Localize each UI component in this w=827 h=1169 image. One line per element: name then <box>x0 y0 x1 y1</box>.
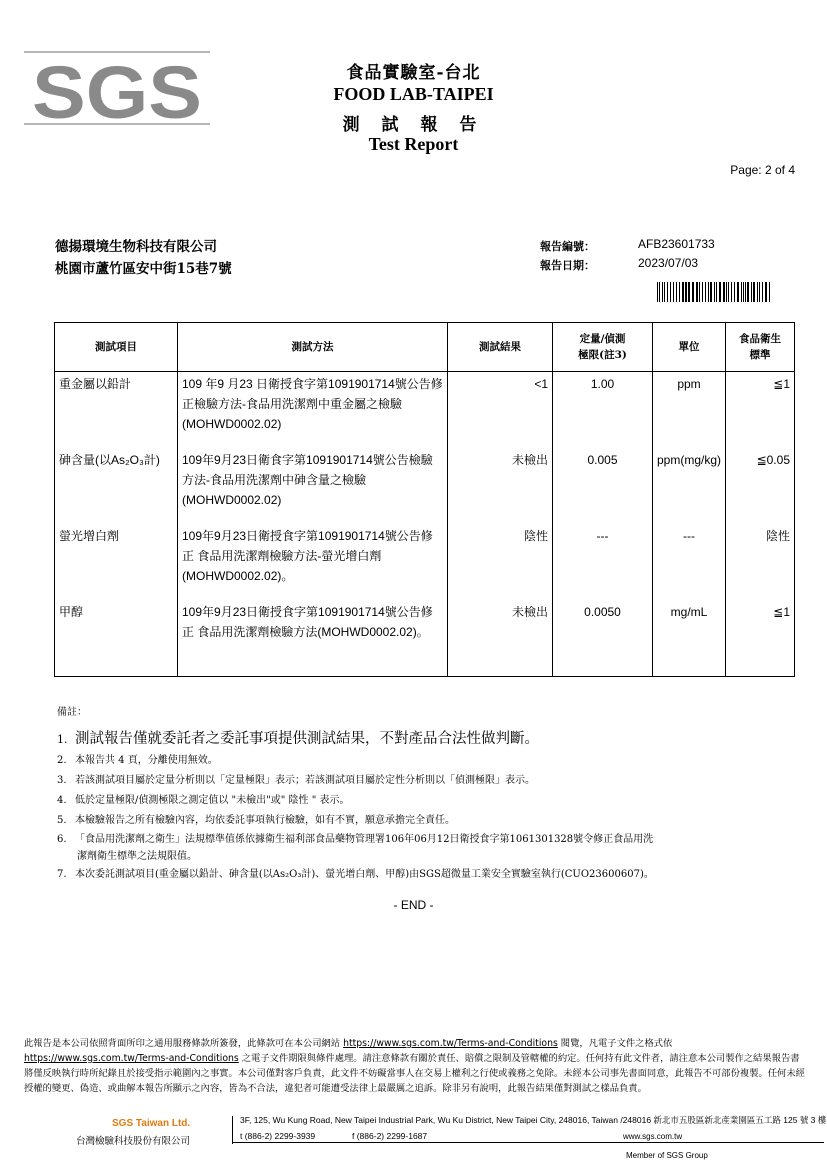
barcode-bar <box>731 282 732 302</box>
svg-text:SGS: SGS <box>32 51 203 128</box>
cell-method: 109 年9 月23 日衛授食字第1091901714號公告修正檢驗方法-食品用洗潔劑中重金屬之檢驗(MOHWD0002.02) <box>178 372 448 449</box>
barcode-bar <box>734 282 735 302</box>
note-text: 本報告共 4 頁，分離使用無效。 <box>75 755 218 766</box>
end-marker: - END - <box>393 898 434 912</box>
barcode-bar <box>757 282 758 302</box>
report-date-label: 報告日期： <box>540 259 595 272</box>
note-text: 測試報告僅就委託者之委託事項提供測試結果，不對產品合法性做判斷。 <box>75 731 539 747</box>
disclaimer-text: 之電子文件期限與條件處理。請注意條款有關於責任、賠償之限制及管轄權的約定。任何持有此文件者，請注意本公司製作之結果報告書將僅反映執行時所紀錄且於接受指示範圍內之事實。本公司僅對客戶負責，此文件不妨礙當事人在交易上權利之行使或義務之免除。未經本公司事先書面同意，此報告不可部份複製。任何未經授權的變更、偽造、或曲解本報告所顯示之內容，皆為不合法，違犯者可能遭受法律上最嚴厲之追訴。除非另有說明，此報告結果僅對測試之樣品負責。 <box>24 1053 805 1094</box>
barcode-bar <box>696 282 698 302</box>
note-number: 6. <box>57 834 67 845</box>
barcode <box>657 282 773 302</box>
barcode-bar <box>682 282 684 302</box>
barcode-bar <box>667 282 668 302</box>
client-address: 桃園市蘆竹區安中街15巷7號 <box>55 261 232 277</box>
note-item <box>57 831 654 865</box>
cell-result: 陰性 <box>448 524 553 600</box>
cell-result: 未檢出 <box>448 600 553 677</box>
barcode-bar <box>716 282 717 302</box>
note-text: 「食品用洗潔劑之衛生」法規標準值係依據衛生福利部食品藥物管理署106年06月12日衛授食字第1061301328號令修正食品用洗 <box>75 834 654 845</box>
terms-link[interactable]: https://www.sgs.com.tw/Terms-and-Conditions <box>24 1053 239 1064</box>
col-header-unit: 單位 <box>653 323 726 372</box>
barcode-bar <box>726 282 727 302</box>
page-number: Page: 2 of 4 <box>730 163 795 177</box>
report-number-label: 報告編號： <box>540 240 595 253</box>
cell-unit: mg/mL <box>653 600 726 677</box>
cell-unit: ppm <box>653 372 726 449</box>
barcode-bar <box>688 282 690 302</box>
footer-member: Member of SGS Group <box>626 1151 708 1160</box>
barcode-bar <box>662 282 663 302</box>
barcode-bar <box>714 282 715 302</box>
note-text: 本檢驗報告之所有檢驗內容，均依委託事項執行檢驗，如有不實，願意承擔完全責任。 <box>75 815 455 826</box>
barcode-bar <box>673 282 674 302</box>
barcode-bar <box>657 282 658 302</box>
cell-item: 甲醇 <box>55 600 178 677</box>
cell-method: 109年9月23日衛授食字第1091901714號公告修正 食品用洗潔劑檢驗方法-螢光增白劑(MOHWD0002.02)。 <box>178 524 448 600</box>
footer-phone: t (886-2) 2299-3939 <box>240 1131 316 1141</box>
cell-item: 重金屬以鉛計 <box>55 372 178 449</box>
lab-title-zh: 食品實驗室-台北 <box>346 63 481 83</box>
footer-fax: f (886-2) 2299-1687 <box>352 1131 428 1141</box>
barcode-bar <box>769 282 770 302</box>
cell-item: 螢光增白劑 <box>55 524 178 600</box>
footer-address: 3F, 125, Wu Kung Road, New Taipei Industrial Park, Wu Ku District, New Taipei City, 248016, Taiwan /248016 新北市五股區新北產業園區五工路 125 號 3 樓 <box>240 1115 827 1125</box>
disclaimer <box>24 1036 808 1096</box>
barcode-bar <box>751 282 752 302</box>
cell-limit: 1.00 <box>553 372 653 449</box>
note-number: 4. <box>57 795 67 806</box>
barcode-bar <box>759 282 760 302</box>
note-number: 2. <box>57 755 67 766</box>
barcode-bar <box>745 282 746 302</box>
results-table <box>54 322 795 677</box>
col-header-result: 測試結果 <box>448 323 553 372</box>
note-item <box>57 811 654 831</box>
barcode-bar <box>659 282 660 302</box>
disclaimer-text: 閱覽，凡電子文件之格式依 <box>557 1038 673 1049</box>
cell-standard: ≦0.05 <box>726 448 795 524</box>
report-title-en: Test Report <box>368 134 459 154</box>
report-date: 2023/07/03 <box>638 256 699 270</box>
barcode-bar <box>753 282 755 302</box>
barcode-bar <box>743 282 744 302</box>
barcode-bar <box>765 282 767 302</box>
note-item <box>57 771 654 791</box>
note-text: 本次委託測試項目(重金屬以鉛計、砷含量(以As₂O₃計)、螢光增白劑、甲醇)由SGS超微量工業安全實驗室執行(CUO23600607)。 <box>75 869 654 880</box>
barcode-bar <box>676 282 677 302</box>
cell-item: 砷含量(以As₂O₃計) <box>55 448 178 524</box>
cell-result: 未檢出 <box>448 448 553 524</box>
barcode-bar <box>679 282 680 302</box>
barcode-bar <box>710 282 712 302</box>
footer-company-en: SGS Taiwan Ltd. <box>112 1118 191 1129</box>
barcode-bar <box>737 282 739 302</box>
footer-website: www.sgs.com.tw <box>623 1132 683 1141</box>
note-item <box>57 728 654 751</box>
barcode-bar <box>705 282 706 302</box>
cell-unit: ppm(mg/kg) <box>653 448 726 524</box>
disclaimer-text: 此報告是本公司依照背面所印之通用服務條款所簽發，此條款可在本公司網站 <box>24 1038 344 1049</box>
barcode-bar <box>747 282 749 302</box>
barcode-bar <box>685 282 687 302</box>
report-title-zh: 測 試 報 告 <box>342 115 485 135</box>
barcode-bar <box>719 282 721 302</box>
col-header-limit: 定量/偵測 極限(註3) <box>553 323 653 372</box>
cell-standard: ≦1 <box>726 372 795 449</box>
cell-standard: ≦1 <box>726 600 795 677</box>
note-number: 1. <box>57 733 68 746</box>
barcode-bar <box>670 282 671 302</box>
footer-company-zh: 台灣檢驗科技股份有限公司 <box>76 1136 191 1147</box>
note-item <box>57 791 654 811</box>
note-item <box>57 865 654 885</box>
col-header-method: 測試方法 <box>178 323 448 372</box>
table-row <box>55 524 795 600</box>
table-row <box>55 600 795 677</box>
col-header-item: 測試項目 <box>55 323 178 372</box>
footer-rule <box>232 1142 824 1143</box>
barcode-bar <box>664 282 665 302</box>
barcode-bar <box>762 282 763 302</box>
notes-title: 備註： <box>57 707 87 718</box>
cell-limit: 0.005 <box>553 448 653 524</box>
table-row <box>55 448 795 524</box>
note-text: 若該測試項目屬於定量分析則以「定量極限」表示；若該測試項目屬於定性分析則以「偵測極限」表示。 <box>75 775 535 786</box>
note-number: 5. <box>57 815 67 826</box>
note-item <box>57 751 654 771</box>
cell-method: 109年9月23日衛食字第1091901714號公告檢驗方法-食品用洗潔劑中砷含量之檢驗(MOHWD0002.02) <box>178 448 448 524</box>
note-text-continued: 潔劑衛生標準之法規限值。 <box>77 851 197 862</box>
barcode-bar <box>723 282 725 302</box>
cell-limit: 0.0050 <box>553 600 653 677</box>
cell-result: <1 <box>448 372 553 449</box>
barcode-bar <box>741 282 742 302</box>
notes-section <box>57 703 654 885</box>
cell-standard: 陰性 <box>726 524 795 600</box>
barcode-bar <box>702 282 703 302</box>
table-row <box>55 372 795 449</box>
note-number: 7. <box>57 869 67 880</box>
table-header-row <box>55 323 795 372</box>
cell-limit: --- <box>553 524 653 600</box>
report-number: AFB23601733 <box>638 237 715 251</box>
note-number: 3. <box>57 775 67 786</box>
cell-method: 109年9月23日衛授食字第1091901714號公告修正 食品用洗潔劑檢驗方法(MOHWD0002.02)。 <box>178 600 448 677</box>
cell-unit: --- <box>653 524 726 600</box>
note-text: 低於定量極限/偵測極限之測定值以 "未檢出"或" 陰性 " 表示。 <box>75 795 350 806</box>
barcode-bar <box>728 282 729 302</box>
client-name: 德揚環境生物科技有限公司 <box>55 239 217 255</box>
barcode-bar <box>708 282 709 302</box>
footer-divider <box>232 1116 233 1144</box>
terms-link[interactable]: https://www.sgs.com.tw/Terms-and-Conditions <box>343 1038 558 1049</box>
col-header-standard: 食品衛生 標準 <box>726 323 795 372</box>
barcode-bar <box>699 282 700 302</box>
barcode-bar <box>692 282 694 302</box>
lab-title-en: FOOD LAB-TAIPEI <box>333 84 494 104</box>
